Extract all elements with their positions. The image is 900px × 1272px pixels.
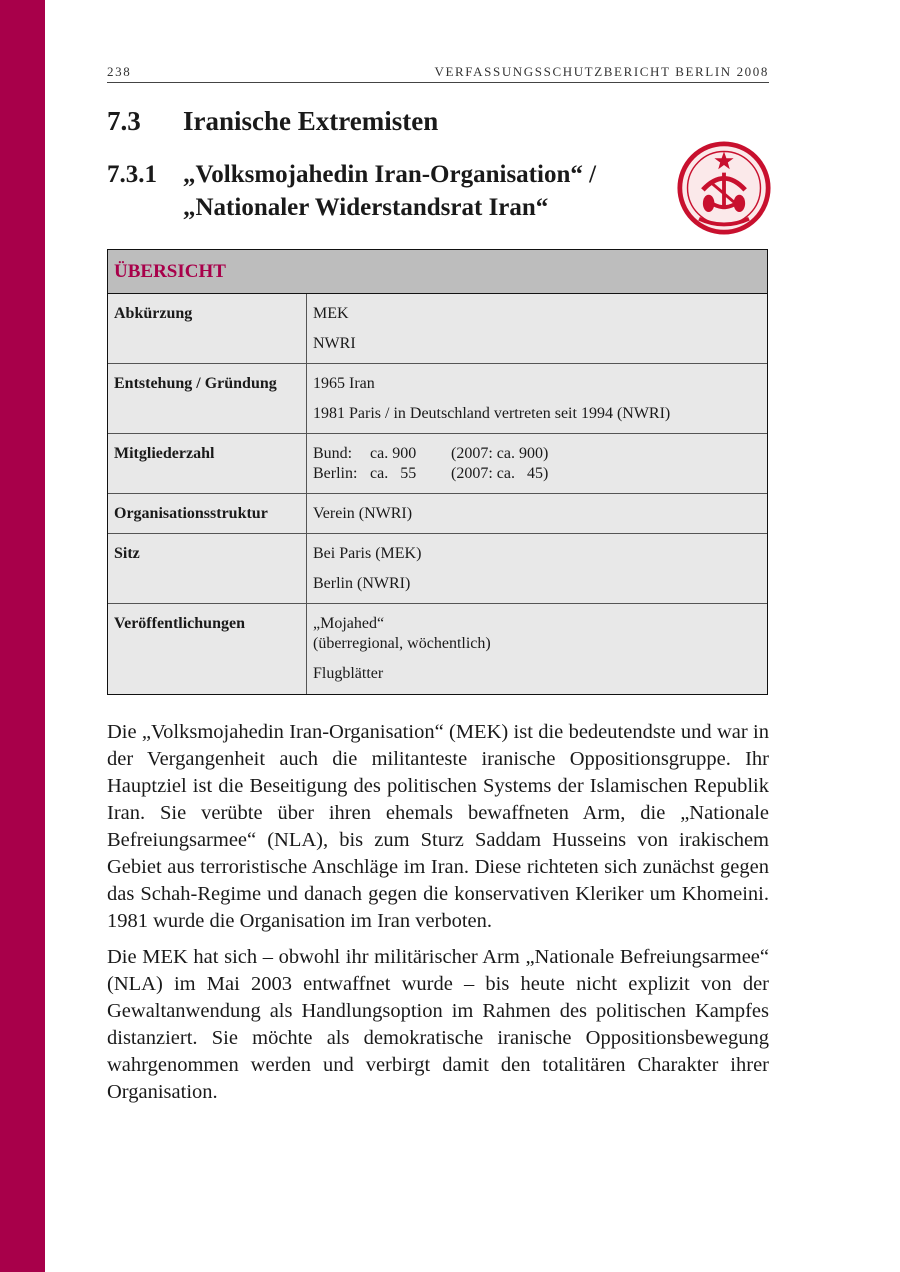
section-number: 7.3	[107, 106, 141, 136]
overview-table	[107, 249, 768, 695]
table-row-value	[307, 494, 767, 533]
running-header	[107, 64, 769, 83]
table-row-entstehung	[108, 364, 767, 434]
table-row-label: Mitgliederzahl	[108, 434, 307, 493]
subsection-title-line-2: „Nationaler Widerstandsrat Iran“	[183, 194, 549, 221]
table-row-veroeffentlichungen	[108, 604, 767, 694]
table-row-mitgliederzahl	[108, 434, 767, 494]
table-row-value	[307, 534, 767, 603]
table-row-label: Sitz	[108, 534, 307, 603]
value-line: Verein (NWRI)	[313, 505, 413, 522]
table-row-label: Abkürzung	[108, 294, 307, 363]
value-line: MEK	[313, 305, 349, 322]
member-previous: (2007: ca. 900)	[451, 445, 549, 462]
table-row-value	[307, 434, 767, 493]
report-title: VERFASSUNGSSCHUTZBERICHT BERLIN 2008	[434, 64, 769, 79]
subsection-heading	[107, 158, 596, 224]
member-count: ca. 900	[370, 445, 417, 462]
member-place: Berlin:	[313, 465, 358, 482]
table-row-label: Entstehung / Gründung	[108, 364, 307, 433]
page-number: 238	[107, 64, 132, 79]
value-line: 1981 Paris / in Deutschland vertreten seit 1994 (NWRI)	[313, 405, 671, 422]
paragraph: Die MEK hat sich – obwohl ihr militärischer Arm „Nationale Befreiungsarmee“ (NLA) im Mai 2003 entwaffnet wurde – bis heute nicht explizit von der Gewaltanwendung als Handlungsoption im Rahmen des politischen Kampfes distanziert. Sie möchte als demokratische iranische Oppositionsbewegung wahrgenommen werden und verbirgt damit den totalitären Charakter ihrer Organisation.	[107, 946, 769, 1103]
table-row-value	[307, 364, 767, 433]
value-line: Berlin (NWRI)	[313, 575, 411, 592]
value-line: Bei Paris (MEK)	[313, 545, 422, 562]
mek-emblem-icon	[676, 140, 772, 236]
member-count: ca. 55	[370, 465, 417, 482]
table-row-abkuerzung	[108, 294, 767, 364]
table-row-sitz	[108, 534, 767, 604]
table-row-value	[307, 294, 767, 363]
value-line: Flugblätter	[313, 665, 384, 682]
subsection-title-line-1: „Volksmojahedin Iran-Organisation“ /	[183, 161, 597, 188]
member-previous: (2007: ca. 45)	[451, 465, 549, 482]
overview-heading: ÜBERSICHT	[108, 250, 767, 294]
page-side-bar	[0, 0, 45, 1272]
member-place: Bund:	[313, 445, 353, 462]
value-line: „Mojahed“	[313, 615, 385, 632]
value-line: (überregional, wöchentlich)	[313, 635, 491, 652]
subsection-number: 7.3.1	[107, 161, 157, 188]
value-line: 1965 Iran	[313, 375, 375, 392]
body-text	[107, 719, 769, 1115]
section-heading	[107, 104, 438, 138]
table-row-label: Veröffentlichungen	[108, 604, 307, 694]
value-line: NWRI	[313, 335, 356, 352]
table-row-value	[307, 604, 767, 694]
paragraph: Die „Volksmojahedin Iran-Organisation“ (MEK) ist die bedeutendste und war in der Vergangenheit auch die militanteste iranische Oppositionsgruppe. Ihr Hauptziel ist die Beseitigung des politischen Systems der Islamischen Republik Iran. Sie verübte über ihren ehemals bewaffneten Arm, die „Nationale Befreiungsarmee“ (NLA), bis zum Sturz Saddam Husseins von irakischem Gebiet aus terroristische Anschläge im Iran. Diese richteten sich zunächst gegen das Schah-Regime und danach gegen die konservativen Kleriker um Khomeini. 1981 wurde die Organisation im Iran verboten.	[107, 721, 769, 932]
table-row-label: Organisationsstruktur	[108, 494, 307, 533]
member-line-bund	[313, 444, 767, 464]
section-title: Iranische Extremisten	[183, 106, 439, 136]
subsection-title	[183, 158, 596, 224]
table-row-organisationsstruktur	[108, 494, 767, 534]
member-line-berlin	[313, 464, 767, 484]
